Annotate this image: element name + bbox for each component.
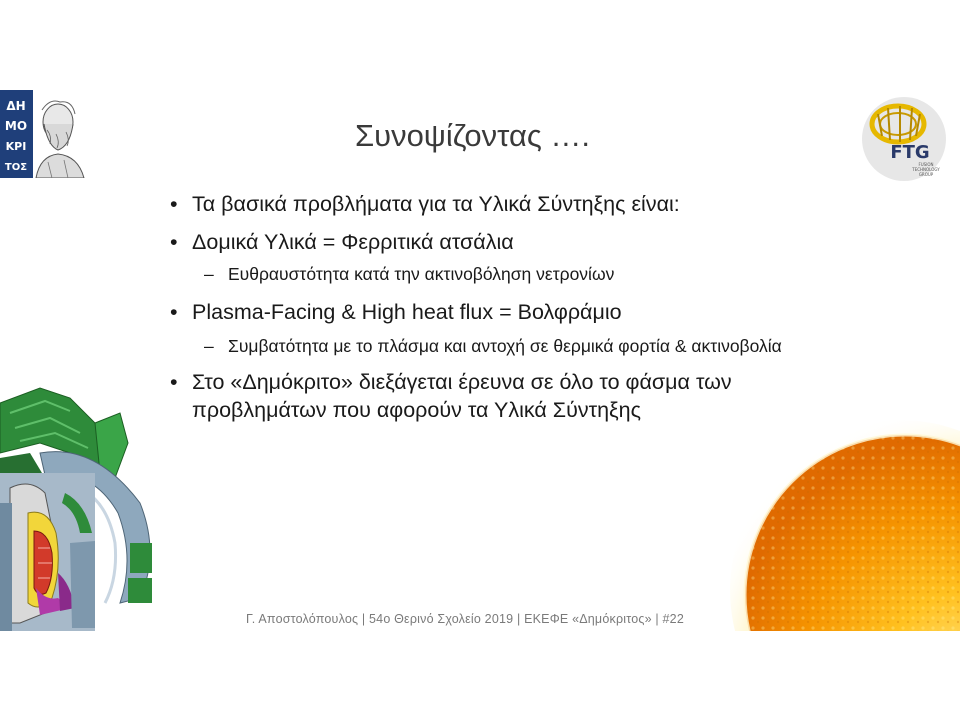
ftg-logo-text: FTG (890, 142, 930, 163)
ftg-subtitle-2: TECHNOLOGY (912, 167, 940, 172)
bullet-item: • Plasma-Facing & High heat flux = Βολφράμιο (170, 298, 830, 326)
demokritos-logo-line-2: ΜΟ (4, 119, 28, 133)
bullet-item: • Δομικά Υλικά = Φερριτικά ατσάλια (170, 228, 830, 256)
sun-image (700, 405, 960, 631)
bullet-list (170, 190, 830, 424)
sub-bullet-item: – Συμβατότητα με το πλάσμα και αντοχή σε θερμικά φορτία & ακτινοβολία (170, 334, 788, 358)
bullet-item: • Τα βασικά προβλήματα για τα Υλικά Σύντηξης είναι: (170, 190, 830, 218)
slide-footer: Γ. Αποστολόπουλος | 54ο Θερινό Σχολείο 2019 | ΕΚΕΦΕ «Δημόκριτος» | #22 (246, 612, 684, 626)
ftg-subtitle-3: GROUP (918, 172, 934, 177)
demokritos-logo-line-4: ΤΟΣ (4, 162, 28, 173)
demokritos-logo-line-3: ΚΡΙ (5, 140, 27, 153)
ftg-subtitle-1: FUSION (918, 162, 934, 167)
bullet-item: • Στο «Δημόκριτο» διεξάγεται έρευνα σε όλο το φάσμα των προβλημάτων που αφορούν τα Υλικά Σύντηξης (170, 368, 832, 424)
slide-title: Συνοψίζοντας …. (354, 118, 591, 153)
tokamak-reactor-image (0, 383, 160, 631)
demokritos-logo-line-1: ΔΗ (6, 99, 26, 113)
sub-bullet-item: – Ευθραυστότητα κατά την ακτινοβόληση νετρονίων (170, 262, 830, 286)
